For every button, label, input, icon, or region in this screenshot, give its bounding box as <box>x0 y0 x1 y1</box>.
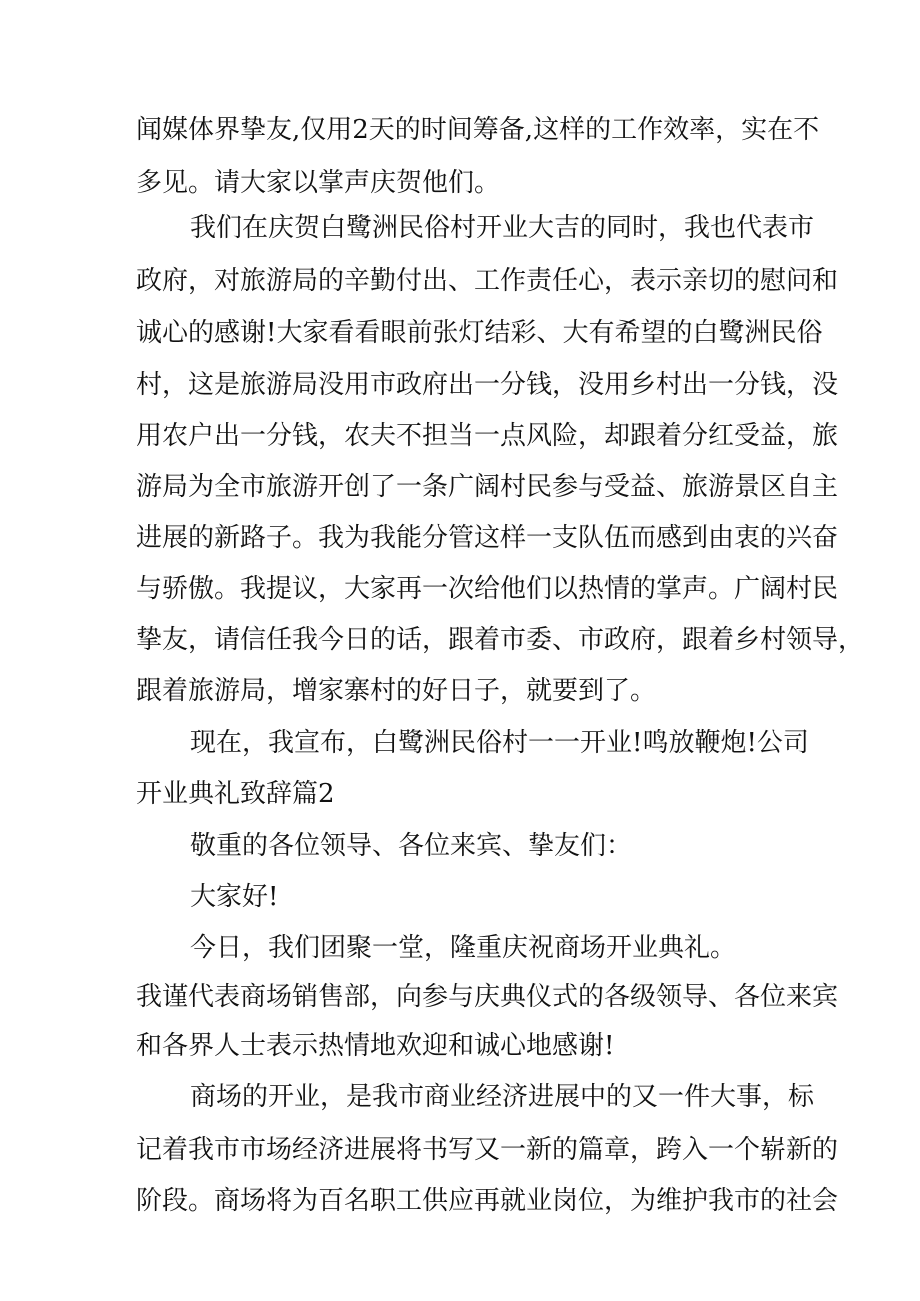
text-line: 跟着旅游局，增家寨村的好日子，就要到了。 <box>136 676 657 706</box>
text-line: 多见。请大家以掌声庆贺他们。 <box>136 168 501 198</box>
text-line: 和各界人士表示热情地欢迎和诚心地感谢! <box>136 1031 615 1061</box>
text-line: 商场的开业，是我市商业经济进展中的又一件大事，标 <box>190 1082 815 1112</box>
text-line: 我们在庆贺白鹭洲民俗村开业大吉的同时，我也代表市 <box>190 213 815 243</box>
text-line: 游局为全市旅游开创了一条广阔村民参与受益、旅游景区自主 <box>136 472 839 502</box>
text-line: 进展的新路子。我为我能分管这样一支队伍而感到由衷的兴奋 <box>136 523 839 553</box>
text-line: 现在，我宣布，白鹭洲民俗村一一开业!鸣放鞭炮!公司 <box>190 728 809 758</box>
text-line: 政府，对旅游局的辛勤付出、工作责任心，表示亲切的慰问和 <box>136 266 839 296</box>
text-line: 用农户出一分钱，农夫不担当一点风险，却跟着分红受益，旅 <box>136 421 839 451</box>
text-line: 今日，我们团聚一堂，隆重庆祝商场开业典礼。 <box>190 933 737 963</box>
text-line: 诚心的感谢!大家看看眼前张灯结彩、大有希望的白鹭洲民俗 <box>136 318 823 348</box>
text-line: 挚友，请信任我今日的话，跟着市委、市政府，跟着乡村领导， <box>136 625 865 655</box>
text-line: 村，这是旅游局没用市政府出一分钱，没用乡村出一分钱，没 <box>136 370 839 400</box>
salutation: 敬重的各位领导、各位来宾、挚友们： <box>190 831 633 861</box>
text-line: 与骄傲。我提议，大家再一次给他们以热情的掌声。广阔村民 <box>136 574 839 604</box>
text-line: 闻媒体界挚友,仅用2天的时间筹备,这样的工作效率，实在不 <box>136 115 820 145</box>
greeting: 大家好! <box>190 882 279 912</box>
text-line: 记着我市市场经济进展将书写又一新的篇章，跨入一个崭新的 <box>136 1135 839 1165</box>
text-line: 阶段。商场将为百名职工供应再就业岗位，为维护我市的社会 <box>136 1186 839 1216</box>
text-line: 我谨代表商场销售部，向参与庆典仪式的各级领导、各位来宾 <box>136 982 839 1012</box>
section-heading: 开业典礼致辞篇2 <box>136 779 335 809</box>
